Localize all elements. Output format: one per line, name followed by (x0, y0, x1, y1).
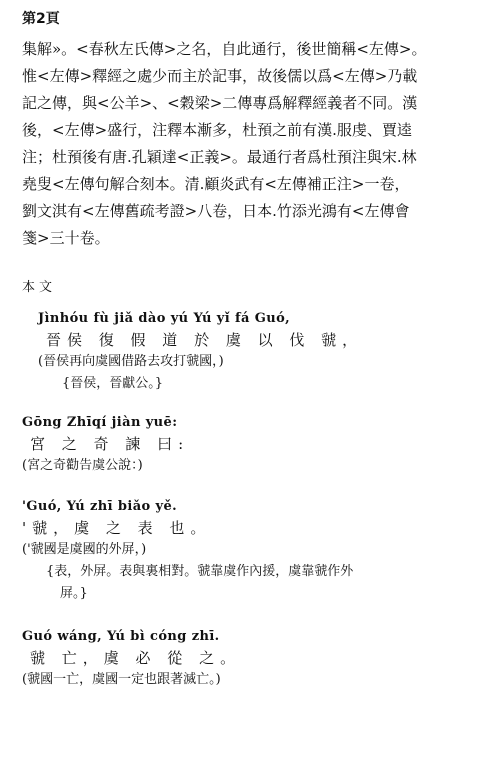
gloss-line: (宮之奇勸告虞公說：) (22, 458, 143, 473)
pinyin-line: Gōng Zhīqí jiàn yuē: (22, 415, 178, 430)
page-number: 第2頁 (22, 11, 60, 27)
pinyin-line: 'Guó, Yú zhī biǎo yě. (22, 499, 178, 514)
verse-block (22, 627, 482, 691)
intro-line: 注；杜預後有唐.孔穎達<正義>。最通行者爲杜預注與宋.林 (22, 148, 417, 166)
intro-line: 惟<左傳>釋經之處少而主於記事，故後儒以爲<左傳>乃載 (22, 67, 418, 85)
intro-line: 劉文淇有<左傳舊疏考證>八卷，日本.竹添光鴻有<左傳會 (22, 202, 410, 220)
gloss-line: (晉侯再向虞國借路去攻打虢國，) (38, 354, 224, 369)
intro-line: 箋>三十卷。 (22, 229, 110, 247)
hanzi-line: '虢，虞 之 表 也。 (22, 519, 212, 537)
gloss-line: ('虢國是虞國的外屏，) (22, 542, 147, 557)
note-line: {晉侯，晉獻公。} (62, 376, 164, 391)
document-page (22, 8, 482, 691)
note-line: {表，外屏。表與裏相對。虢靠虞作內援，虞靠虢作外 (46, 564, 354, 579)
intro-line: 集解»。<春秋左氏傳>之名，自此通行，後世簡稱<左傳>。 (22, 40, 427, 58)
intro-line: 記之傳，與<公羊>、<穀梁>二傳專爲解釋經義者不同。漢 (22, 94, 418, 112)
section-label: 本文 (22, 280, 57, 295)
gloss-line: (虢國一亡，虞國一定也跟著滅亡。) (22, 672, 221, 687)
verse-block (22, 413, 482, 477)
intro-line: 堯叟<左傳句解合刻本。清.顧炎武有<左傳補正注>一卷， (22, 175, 410, 193)
intro-line: 後，<左傳>盛行，注釋本漸多，杜預之前有漢.服虔、賈逵 (22, 121, 412, 139)
pinyin-line: Jìnhóu fù jiǎ dào yú Yú yǐ fá Guó, (38, 311, 291, 326)
hanzi-line: 宮 之 奇 諫 曰: (30, 435, 190, 453)
verse-block (22, 497, 482, 605)
intro-paragraph (22, 36, 482, 252)
note-line: 屏。} (60, 586, 88, 601)
verse-block (22, 309, 482, 395)
pinyin-line: Guó wáng, Yú bì cóng zhī. (22, 629, 220, 644)
hanzi-line: 虢 亡，虞 必 從 之。 (30, 649, 242, 667)
note-block (22, 561, 482, 605)
hanzi-line: 晉侯 復 假 道 於 虞 以 伐 虢， (46, 331, 364, 349)
